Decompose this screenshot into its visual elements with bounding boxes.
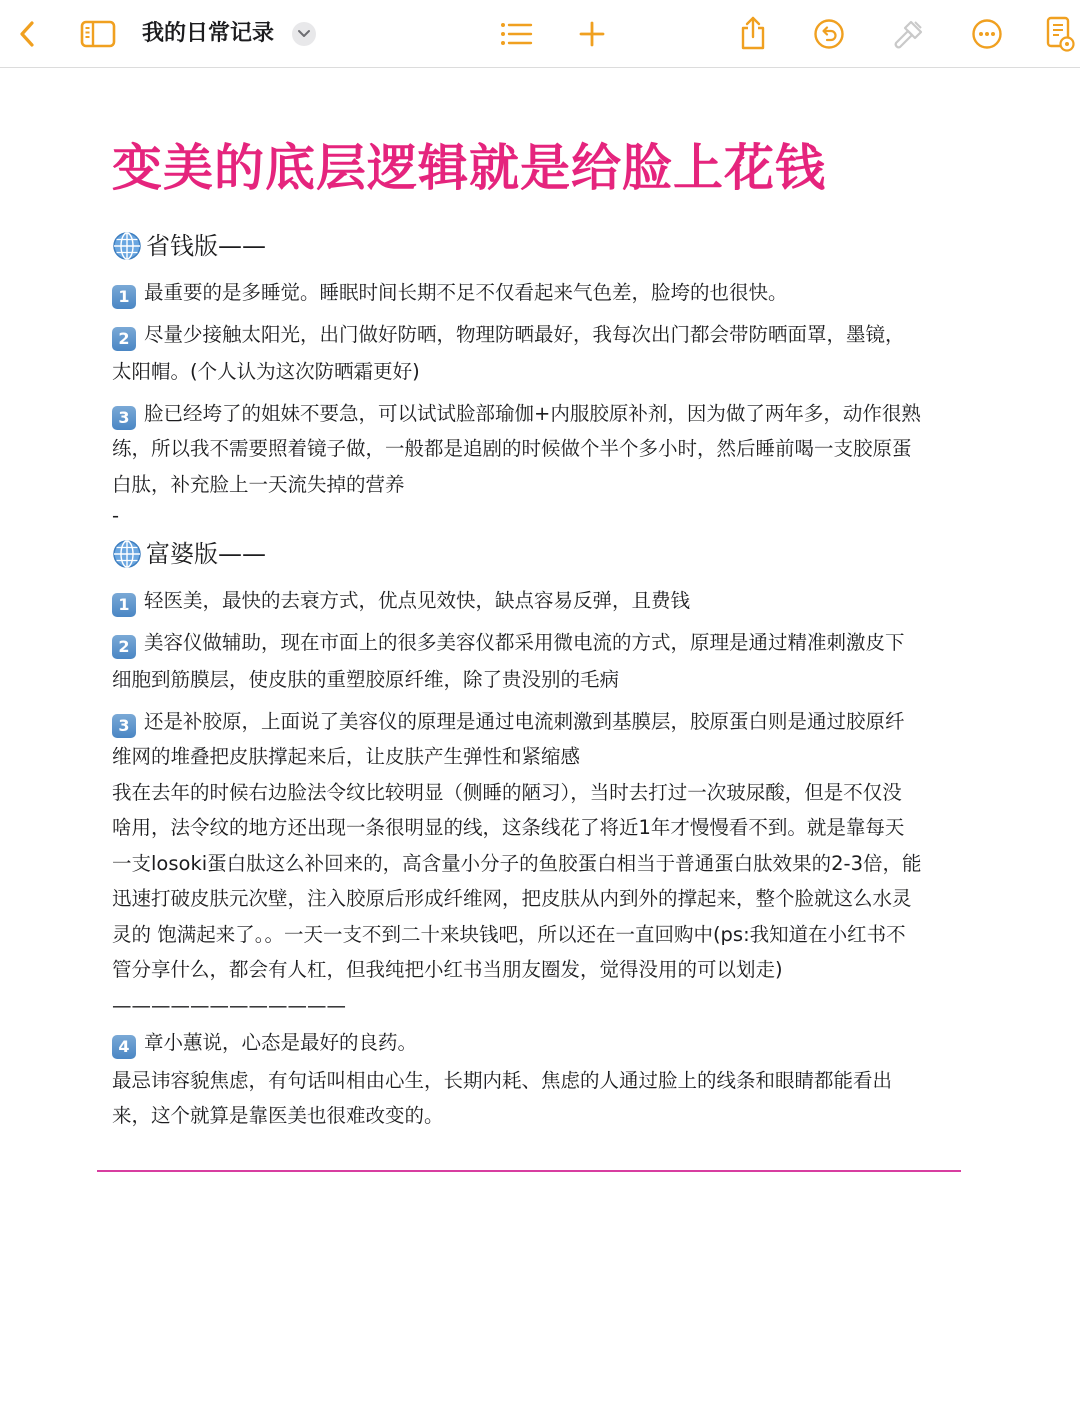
sidebar-icon[interactable]: [78, 18, 118, 50]
paragraph-line: 练，所以我不需要照着镜子做，一般都是追剧的时候做个半个多小时，然后睡前喝一支胶原蛋: [112, 437, 912, 460]
paragraph-text: 章小蕙说，心态是最好的良药。: [144, 1031, 418, 1054]
keycap-1-icon: 1: [112, 285, 136, 309]
share-icon[interactable]: [736, 14, 770, 52]
list-item: [112, 275, 972, 311]
page-title: 变美的底层逻辑就是给脸上花钱: [112, 139, 826, 197]
paragraph-line: 迅速打破皮肤元次壁，注入胶原后形成纤维网，把皮肤从内到外的撑起来，整个脸就这么水灵: [112, 887, 912, 910]
keycap-2-icon: 2: [112, 327, 136, 351]
paragraph-line: 白肽，补充脸上一天流失掉的营养: [112, 472, 405, 496]
separator-dashes: ————————————: [112, 993, 346, 1017]
paragraph-text: 最重要的是多睡觉。睡眠时间长期不足不仅看起来气色差，脸垮的也很快。: [144, 281, 788, 304]
paragraph-line: 最忌讳容貌焦虑，有句话叫相由心生，长期内耗、焦虑的人通过脸上的线条和眼睛都能看出: [112, 1068, 893, 1092]
paragraph-line: 一支losoki蛋白肽这么补回来的，高含量小分子的鱼胶蛋白相当于普通蛋白肽效果的2-3倍，能: [112, 851, 922, 875]
paragraph-line: 管分享什么，都会有人杠，但我纯把小红书当朋友圈发，觉得没用的可以划走): [112, 958, 783, 981]
paragraph-line: 来，这个就算是靠医美也很难改变的。: [112, 1104, 444, 1127]
paragraph-line: 灵的 饱满起来了。。一天一支不到二十来块钱吧，所以还在一直回购中(ps:我知道在小红书不: [112, 922, 906, 946]
keycap-2-icon: 2: [112, 635, 136, 659]
paragraph-line: 维网的堆叠把皮肤撑起来后，让皮肤产生弹性和紧缩感: [112, 745, 581, 768]
chevron-down-icon[interactable]: [292, 22, 316, 46]
paragraph-line: 细胞到筋膜层，使皮肤的重塑胶原纤维，除了贵没别的毛病: [112, 668, 620, 691]
globe-icon: [112, 231, 142, 261]
keycap-1-icon: 1: [112, 593, 136, 617]
keycap-4-icon: 4: [112, 1035, 136, 1059]
paintbrush-icon[interactable]: [890, 15, 928, 53]
section-title-text: 省钱版——: [146, 232, 266, 260]
list-item: [112, 583, 972, 619]
back-chevron-icon[interactable]: [12, 18, 42, 50]
list-item: [112, 1025, 972, 1061]
toolbar: [0, 0, 1080, 68]
paragraph-text: 脸已经垮了的姐妹不要急，可以试试脸部瑜伽+内服胶原补剂，因为做了两年多，动作很熟: [144, 401, 921, 425]
document-title[interactable]: 我的日常记录: [142, 21, 275, 46]
more-icon[interactable]: [970, 17, 1004, 51]
section-title-text: 富婆版——: [146, 540, 266, 568]
paragraph-text: 还是补胶原，上面说了美容仪的原理是通过电流刺激到基膜层，胶原蛋白则是通过胶原纤: [144, 709, 905, 733]
list-item: [112, 317, 972, 353]
document-settings-icon[interactable]: [1044, 14, 1076, 54]
paragraph-text: 美容仪做辅助，现在市面上的很多美容仪都采用微电流的方式，原理是通过精准刺激皮下: [144, 630, 905, 654]
separator-dash: -: [112, 504, 120, 527]
section-title-budget: [112, 228, 972, 264]
keycap-3-icon: 3: [112, 714, 136, 738]
paragraph-line: 太阳帽。(个人认为这次防晒霜更好): [112, 360, 420, 383]
section-title-luxury: [112, 536, 972, 572]
list-item: [112, 625, 972, 661]
paragraph-text: 轻医美，最快的去衰方式，优点见效快，缺点容易反弹，且费钱: [144, 589, 691, 612]
paragraph-line: 我在去年的时候右边脸法令纹比较明显（侧睡的陋习），当时去打过一次玻尿酸，但是不仅没: [112, 780, 902, 804]
list-icon[interactable]: [498, 19, 534, 49]
undo-icon[interactable]: [812, 17, 846, 51]
plus-icon[interactable]: [576, 19, 608, 49]
keycap-3-icon: 3: [112, 406, 136, 430]
document-body[interactable]: [112, 130, 972, 1134]
list-item: [112, 704, 972, 740]
paragraph-line: 啥用，法令纹的地方还出现一条很明显的线，这条线花了将近1年才慢慢看不到。就是靠每天: [112, 816, 905, 839]
list-item: [112, 396, 972, 432]
globe-icon: [112, 539, 142, 569]
paragraph-text: 尽量少接触太阳光，出门做好防晒，物理防晒最好，我每次出门都会带防晒面罩，墨镜，: [144, 322, 905, 346]
pink-divider: [97, 1170, 961, 1172]
